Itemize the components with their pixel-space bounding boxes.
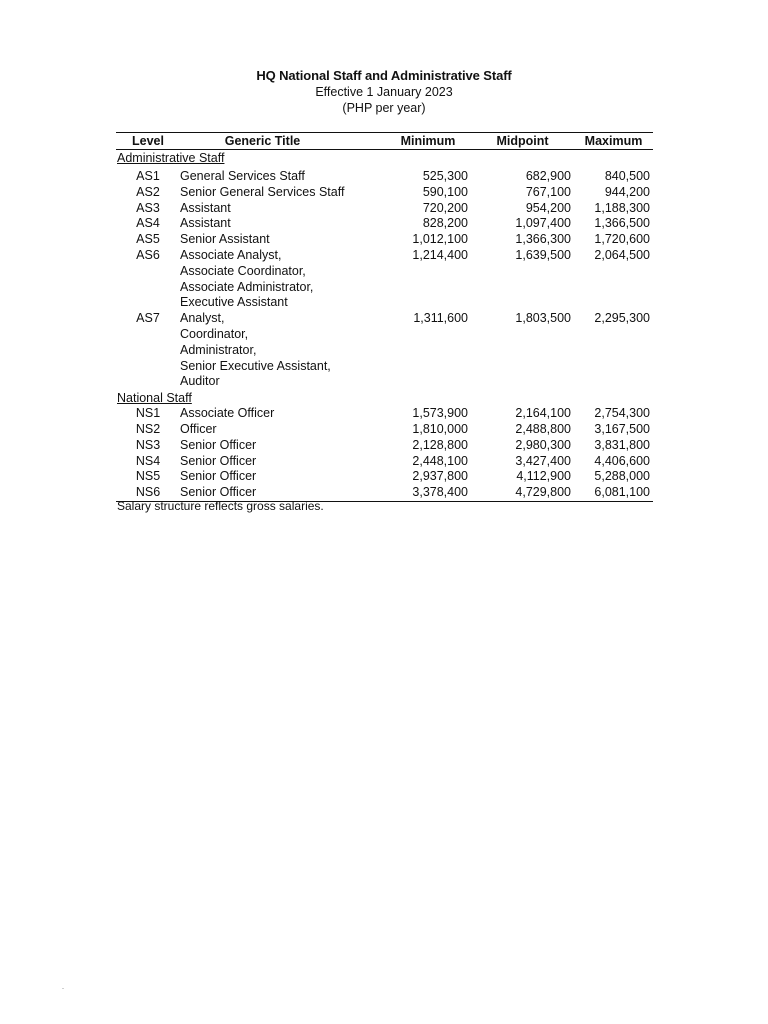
title-line: Associate Analyst,: [180, 247, 282, 262]
cell-midpoint: 2,980,300: [515, 437, 571, 452]
cell-midpoint: 1,639,500: [515, 247, 571, 262]
cell-maximum: 1,720,600: [594, 232, 650, 247]
cell-maximum: 3,831,800: [594, 437, 650, 452]
cell-minimum: 2,128,800: [412, 437, 468, 452]
cell-midpoint: 3,427,400: [515, 453, 571, 468]
header-maximum: Maximum: [574, 133, 653, 150]
cell-maximum: 2,295,300: [594, 311, 650, 326]
cell-midpoint: 1,803,500: [515, 311, 571, 326]
cell-level: AS2: [136, 184, 160, 199]
table-row: [116, 185, 653, 201]
title-line: Senior Officer: [180, 469, 257, 484]
title-line: Coordinator,: [180, 326, 249, 341]
title-line: Senior Officer: [180, 437, 257, 452]
cell-level: NS5: [135, 469, 161, 484]
cell-midpoint: 4,112,900: [516, 469, 571, 484]
cell-minimum: 525,300: [422, 169, 468, 183]
table-row: [116, 169, 653, 185]
title-line: Associate Officer: [180, 406, 275, 421]
title-line: Assistant: [180, 216, 231, 231]
cell-maximum: 2,754,300: [594, 406, 650, 421]
title-line: Senior Officer: [180, 485, 257, 500]
cell-maximum: 2,064,500: [594, 247, 650, 262]
cell-generic-title: [180, 216, 385, 232]
cell-generic-title: [180, 232, 385, 248]
section-label: Administrative Staff: [117, 151, 225, 165]
salary-table: [116, 132, 653, 502]
cell-generic-title: [180, 454, 385, 470]
table-row: [116, 454, 653, 470]
title-line: Senior General Services Staff: [180, 184, 345, 199]
table-row: [116, 406, 653, 422]
cell-level: AS6: [136, 247, 160, 262]
table-row: [116, 248, 653, 311]
cell-level: NS3: [135, 437, 161, 452]
title-line: Auditor: [180, 374, 220, 389]
cell-minimum: 1,573,900: [412, 406, 468, 421]
header-level: Level: [116, 133, 180, 150]
cell-generic-title: [180, 438, 385, 454]
cell-level: AS4: [136, 216, 160, 231]
cell-generic-title: [180, 422, 385, 438]
cell-midpoint: 2,488,800: [515, 421, 571, 436]
title-line: Senior Assistant: [180, 232, 270, 247]
cell-generic-title: [180, 469, 385, 485]
table-row: [116, 232, 653, 248]
cell-maximum: 4,406,600: [594, 453, 650, 468]
cell-minimum: 2,937,800: [412, 469, 468, 484]
cell-level: AS1: [136, 169, 160, 183]
cell-minimum: 828,200: [422, 216, 468, 231]
cell-level: NS2: [135, 421, 161, 436]
cell-maximum: 1,188,300: [594, 200, 650, 215]
cell-minimum: 590,100: [422, 184, 468, 199]
section-row: [116, 390, 653, 406]
table-row: [116, 438, 653, 454]
table-row: [116, 469, 653, 485]
cell-level: AS7: [136, 311, 160, 326]
title-line: Assistant: [180, 200, 231, 215]
cell-maximum: 1,366,500: [594, 216, 650, 231]
cell-minimum: 1,012,100: [412, 232, 468, 247]
cell-generic-title: [180, 169, 385, 185]
table-row: [116, 201, 653, 217]
header-midpoint: Midpoint: [471, 133, 574, 150]
title-line: Officer: [180, 421, 217, 436]
document-title: HQ National Staff and Administrative Staff: [256, 68, 512, 83]
cell-generic-title: [180, 311, 385, 390]
cell-level: NS6: [116, 485, 180, 501]
cell-maximum: 944,200: [604, 184, 650, 199]
cell-midpoint: 2,164,100: [515, 406, 571, 421]
header-minimum: Minimum: [385, 133, 471, 150]
title-line: Associate Coordinator,: [180, 263, 306, 278]
cell-midpoint: 1,366,300: [515, 232, 571, 247]
cell-maximum: 5,288,000: [594, 469, 650, 484]
cell-midpoint: 682,900: [525, 169, 571, 183]
cell-minimum: 1,311,600: [413, 311, 468, 326]
cell-maximum: 3,167,500: [594, 421, 650, 436]
title-line: Senior Officer: [180, 453, 257, 468]
title-line: Analyst,: [180, 311, 225, 326]
cell-level: AS3: [136, 200, 160, 215]
title-line: General Services Staff: [180, 169, 305, 183]
title-line: Senior Executive Assistant,: [180, 358, 331, 373]
cell-midpoint: 4,729,800: [471, 485, 574, 501]
cell-minimum: 3,378,400: [385, 485, 471, 501]
cell-generic-title: [180, 406, 385, 422]
cell-maximum: 6,081,100: [574, 485, 653, 501]
section-label: National Staff: [117, 391, 192, 406]
page-speck: [62, 988, 64, 989]
cell-generic-title: [180, 248, 385, 311]
cell-generic-title: [180, 185, 385, 201]
cell-minimum: 1,810,000: [412, 421, 468, 436]
table-body: [116, 150, 653, 502]
salary-table-container: [116, 132, 653, 502]
table-row: [116, 422, 653, 438]
header-generic-title: Generic Title: [180, 133, 385, 150]
cell-midpoint: 767,100: [525, 184, 571, 199]
footnote: Salary structure reflects gross salaries.: [117, 499, 324, 513]
cell-maximum: 840,500: [604, 169, 650, 183]
table-row: [116, 216, 653, 232]
cell-level: NS4: [135, 453, 161, 468]
effective-date: Effective 1 January 2023: [315, 85, 453, 99]
cell-minimum: 1,214,400: [412, 247, 468, 262]
currency-unit: (PHP per year): [342, 101, 426, 115]
cell-minimum: 720,200: [422, 200, 468, 215]
table-header-row: [116, 133, 653, 150]
cell-midpoint: 1,097,400: [515, 216, 571, 231]
title-line: Associate Administrator,: [180, 279, 314, 294]
cell-level: AS5: [136, 232, 160, 247]
cell-level: NS1: [135, 406, 161, 421]
table-row: [116, 311, 653, 390]
cell-minimum: 2,448,100: [412, 453, 468, 468]
title-line: Executive Assistant: [180, 295, 288, 310]
cell-midpoint: 954,200: [525, 200, 571, 215]
cell-generic-title: [180, 201, 385, 217]
title-block: [0, 68, 768, 116]
title-line: Administrator,: [180, 342, 257, 357]
section-row: [116, 150, 653, 170]
